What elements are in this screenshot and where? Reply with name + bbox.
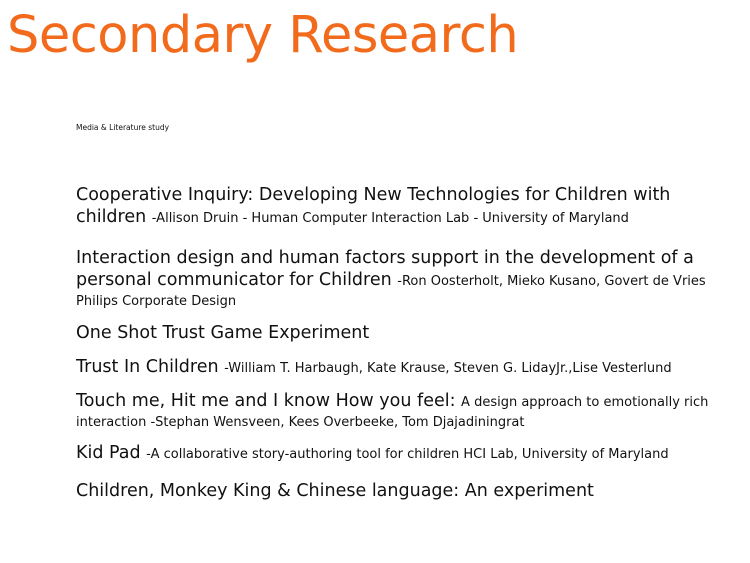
reference-item [76,480,726,502]
reference-item [76,184,726,230]
reference-title: personal communicator for Children [76,270,398,290]
reference-item [76,356,726,380]
reference-title: Trust In Children [76,357,225,377]
reference-title: Cooperative Inquiry: Developing New Technologies for Children with [76,185,671,205]
reference-title: children [76,207,152,227]
reference-authors: interaction -Stephan Wensveen, Kees Overbeeke, Tom Djajadiningrat [76,415,525,430]
reference-authors: -Allison Druin - Human Computer Interaction Lab - University of Maryland [151,211,629,226]
reference-title: Children, Monkey King & Chinese language: An experiment [76,481,594,501]
reference-item [76,442,726,466]
reference-title: Interaction design and human factors support in the development of a [76,248,694,268]
reference-authors: -Ron Oosterholt, Mieko Kusano, Govert de Vries [397,274,706,289]
reference-detail: -A collaborative story-authoring tool for children HCI Lab, University of Maryland [146,447,669,462]
reference-item [76,247,726,311]
reference-title: Touch me, Hit me and I know How you feel: [76,391,462,411]
reference-detail: A design approach to emotionally rich [461,395,709,410]
reference-authors: -William T. Harbaugh, Kate Krause, Steven G. LidayJr.,Lise Vesterlund [224,361,672,376]
reference-title: One Shot Trust Game Experiment [76,323,370,343]
reference-item [76,390,726,432]
reference-affiliation: Philips Corporate Design [76,294,237,309]
reference-title: Kid Pad [76,443,147,463]
slide-subtitle: Media & Literature study [76,123,170,132]
slide-title: Secondary Research [7,6,519,65]
reference-item [76,322,726,344]
